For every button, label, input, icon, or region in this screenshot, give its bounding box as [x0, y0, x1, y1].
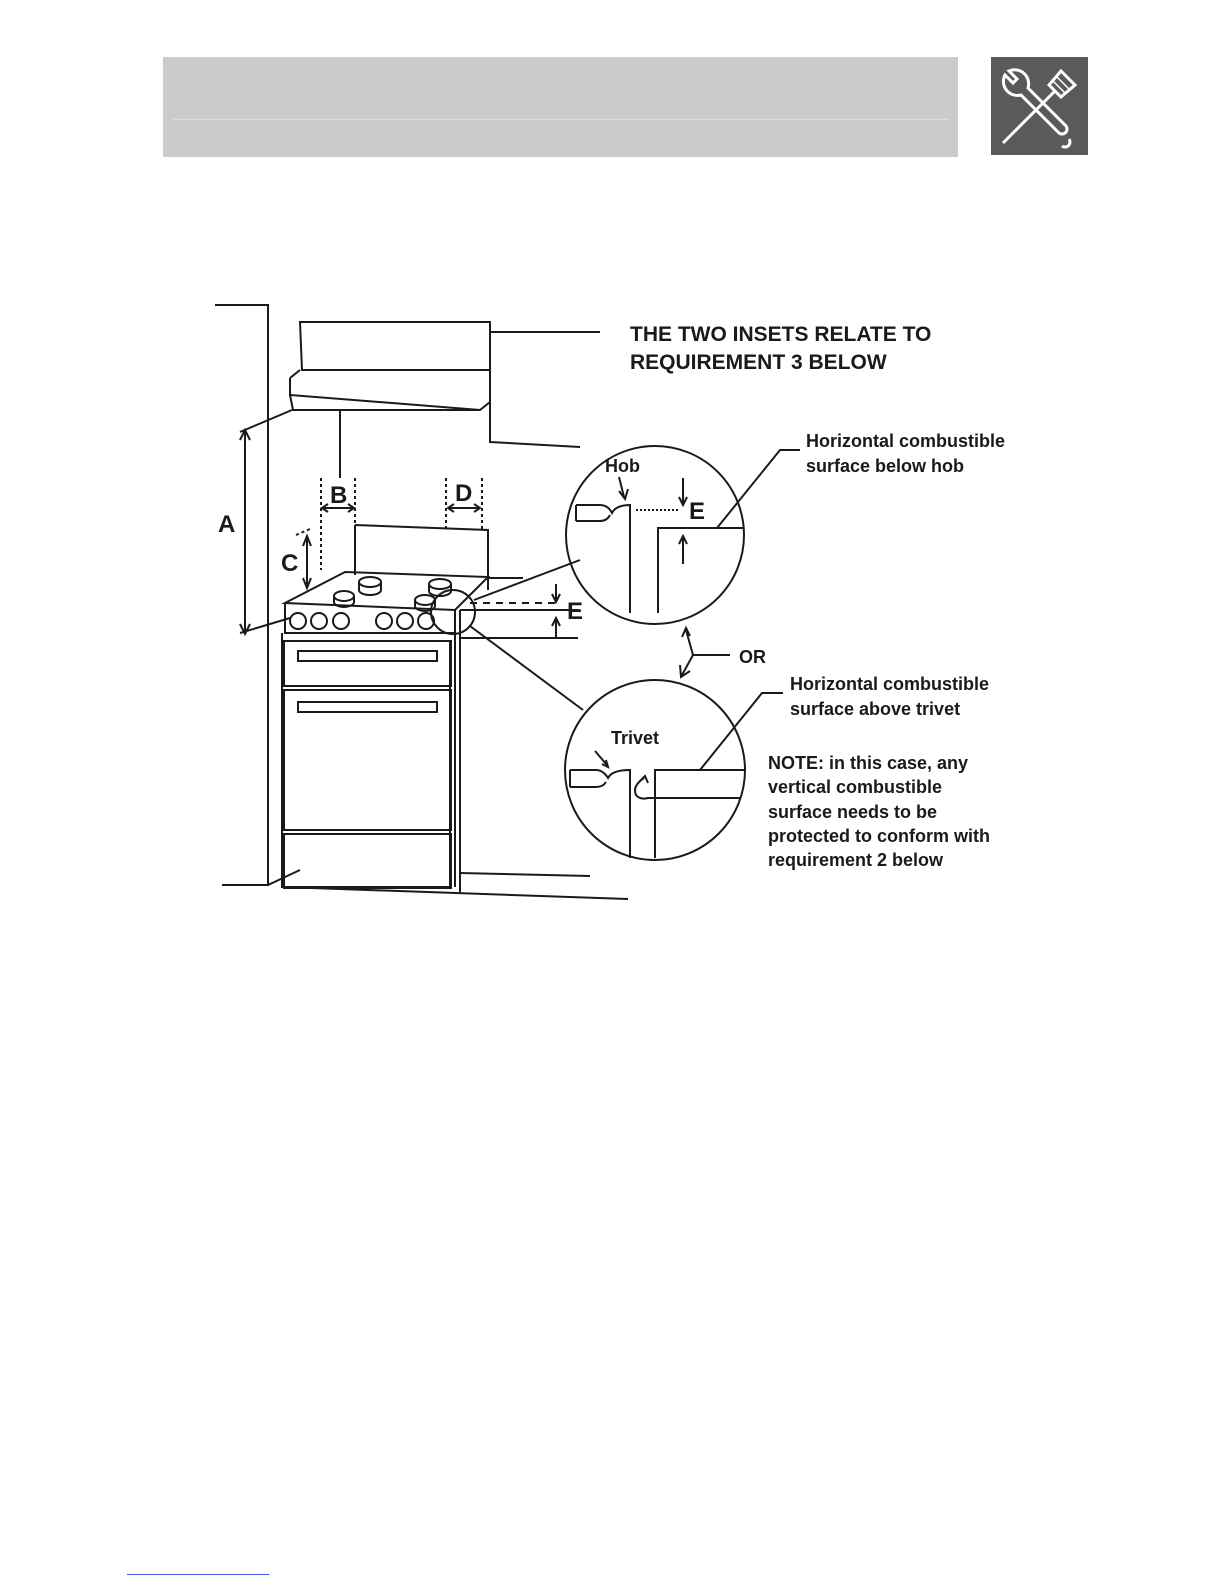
- wall-outline: [215, 305, 268, 885]
- footer-link-underline: [127, 1574, 269, 1575]
- note-line3: surface needs to be: [768, 802, 938, 822]
- diagram-linework: [215, 305, 800, 899]
- grill-door: [284, 641, 451, 686]
- callout-top-leader: [717, 450, 800, 528]
- dimension-label-c: C: [281, 550, 299, 577]
- dimension-label-b: B: [330, 482, 348, 509]
- dimension-label-a: A: [218, 511, 236, 538]
- inset-bottom-surface: [655, 770, 744, 858]
- hood-body: [290, 370, 490, 410]
- inset-bottom-part-label: Trivet: [611, 728, 660, 748]
- note-line1: NOTE: in this case, any: [768, 753, 969, 773]
- note-line5: requirement 2 below: [768, 850, 944, 870]
- inset-top-part-label: Hob: [605, 456, 640, 476]
- storage-drawer: [284, 834, 451, 888]
- cooker-body: [282, 633, 450, 887]
- inset-title-line1: THE TWO INSETS RELATE TO: [630, 323, 932, 346]
- dimension-label-d: D: [455, 480, 473, 507]
- callout-top-line1: Horizontal combustible: [806, 431, 1006, 451]
- or-label: OR: [739, 647, 766, 667]
- note-line4: protected to conform with: [768, 826, 990, 846]
- callout-bottom-line2: surface above trivet: [790, 699, 961, 719]
- backsplash: [355, 525, 488, 590]
- inset-top-surface: [658, 528, 744, 613]
- dimension-label-e-inset: E: [689, 498, 706, 525]
- note-line2: vertical combustible: [768, 777, 943, 797]
- callout-top-line2: surface below hob: [806, 456, 965, 476]
- callout-bottom-line1: Horizontal combustible: [790, 674, 990, 694]
- inset-title-line2: REQUIREMENT 3 BELOW: [630, 351, 887, 374]
- zoom-circle: [431, 590, 475, 634]
- dimension-label-e-main: E: [567, 598, 584, 625]
- note-leader: [635, 778, 740, 799]
- hood-top: [300, 322, 490, 370]
- inset-top-circle: [566, 446, 744, 624]
- upper-cabinet: [490, 332, 600, 447]
